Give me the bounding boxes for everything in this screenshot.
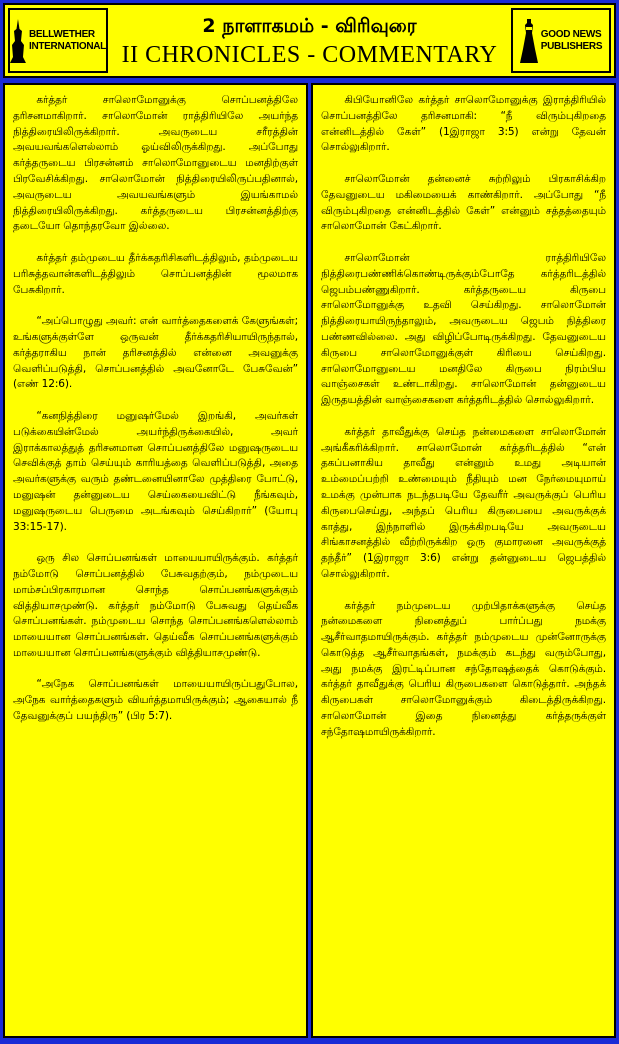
page-title-area — [113, 8, 506, 73]
paragraph: சாலொமோன் தன்னைச் சுற்றிலும் பிரகாசிக்கிற தேவனுடைய மகிமையைக் காண்கிறார். அப்போது “நீ விரும்புகிறதை என்னிடத்தில் கேள்” என்னும் சத்தத்தையும் சாலொமோன் கேட்கிறார். — [321, 172, 606, 233]
tower-icon — [10, 19, 26, 63]
right-column — [311, 83, 616, 1038]
logo-line-2: PUBLISHERS — [540, 40, 603, 52]
logo-line-1: GOOD NEWS — [540, 28, 602, 40]
page-title-tamil: 2 நாளாகமம் - விரிவுரை — [202, 15, 417, 37]
paragraph: ஒரு சில சொப்பனங்கள் மாயையாயிருக்கும். கர்த்தர் நம்மோடு சொப்பனத்தில் பேசுவதற்கும், நம்முடைய மாம்சப்பிரகாரமான சொந்த சொப்பனங்களுக்கும் வித்தியாசமுண்டு. கர்த்தர் நம்மோடு பேசுவது தெய்வீக சொப்பனங்கள். நம்முடைய சொந்த சொப்பனங்களெல்லாம் மாயையான சொப்பனங்கள். தெய்வீக சொப்பனங்களுக்கும் மாயையான சொப்பனங்களுக்கும் வித்தியாசமுண்டு. — [13, 552, 298, 659]
paragraph: கர்த்தர் தாவீதுக்கு செய்த நன்மைகளை சாலொமோன் அங்கீகரிக்கிறார். சாலொமோன் கர்த்தரிடத்தில் “என் தகப்பனாகிய தாவீது என்னும் உமது அடியான் உம்மைப்பற்றி உண்மையும் நீதியும் மன நேர்மையுமாய் உமக்கு முன்பாக நடந்தபடியே தேவரீர் அவருக்குப் பெரிய கிருபைசெய்து, அந்தப் பெரிய கிருபையை அவருக்குக் காத்து, இந்நாளில் இருக்கிறபடியே அவருடைய சிங்காசனத்தில் வீற்றிருக்கிற ஒரு குமாரனை அவருக்குத் தந்தீர்” (1இராஜா 3:6) என்று தன்னுடைய ஜெபத்தில் சொல்லுகிறார். — [321, 425, 606, 580]
logo-line-2: INTERNATIONAL — [28, 40, 106, 52]
bellwether-logo — [8, 8, 108, 73]
paragraph: “கனநித்திரை மனுஷர்மேல் இறங்கி, அவர்கள் படுக்கையின்மேல் அயர்ந்திருக்கையில், அவர் இராக்காலத்துத் தரிசனமான சொப்பனத்திலே மனுஷருடைய செவிக்குத் தாம் செய்யும் காரியத்தை வெளிப்படுத்தி, அதை அவர்களுக்கு வரும் தண்டனையினாலே முத்திரை போட்டு, மனுஷன் தன்னுடைய செய்கையைவிட்டு நீங்கவும், மனுஷருடைய பெருமை அடங்கவும் செய்கிறார்” (யோபு 33:15-17). — [13, 409, 298, 533]
logo-line-1: BELLWETHER — [28, 28, 95, 40]
paragraph: “அநேக சொப்பனங்கள் மாயையாயிருப்பதுபோல, அநேக வார்த்தைகளும் வியர்த்தமாயிருக்கும்; ஆகையால் நீ தேவனுக்குப் பயந்திரு” (பிர 5:7). — [13, 678, 298, 723]
paragraph: கர்த்தர் நம்முடைய முற்பிதாக்களுக்கு செய்த நன்மைகளை நினைத்துப் பார்ப்பது நமக்கு ஆசீர்வாதமாயிருக்கும். கர்த்தர் நம்முடைய முன்னோருக்கு கொடுத்த ஆசீர்வாதங்கள், நமக்கும் கடந்து வரும்போது, அது நமக்கு இரட்டிப்பான சந்தோஷத்தைக் கொடுக்கும். கர்த்தர் தாவீதுக்கு பெரிய கிருபைகளை கொடுத்தார். அந்தக் கிருபைகள் சாலொமோனுக்கும் கிடைத்திருக்கிறது. சாலொமோன் இதை நினைத்து கர்த்தருக்குள் சந்தோஷமாயிருக்கிறார். — [321, 599, 606, 738]
left-column — [3, 83, 308, 1038]
page-title-english: II CHRONICLES - COMMENTARY — [121, 42, 498, 68]
lighthouse-icon — [520, 19, 538, 63]
paragraph: “அப்பொழுது அவர்: என் வார்த்தைகளைக் கேளுங்கள்; உங்களுக்குள்ளே ஒருவன் தீர்க்கதரிசியாயிருந்தால், கர்த்தராகிய நான் தரிசனத்தில் என்னை அவனுக்கு வெளிப்படுத்தி, சொப்பனத்தில் அவனோடே பேசுவேன்” (எண் 12:6). — [13, 315, 298, 391]
good-news-logo-text — [541, 29, 602, 53]
paragraph: கர்த்தர் சாலொமோனுக்கு சொப்பனத்திலே தரிசனமாகிறார். சாலொமோன் ராத்திரியிலே அயர்ந்த நித்திரையிலிருக்கிறார். அவருடைய சரீரத்தின் அவயவங்களெல்லாம் ஓய்விலிருக்கிறது. அப்போது கர்த்தருடைய பிரசன்னம் சாலொமோனுடைய மனதிற்குள் பிரவேசிக்கிறது. சாலொமோன் நித்திரையிலிருப்பதினால், அவருடைய அவயவங்களும் இயங்காமல் நித்திரையிலிருக்கிறது. கர்த்தருடைய பிரசன்னத்திற்கு தடையோ தொந்தரவோ இல்லை. — [13, 94, 298, 233]
bellwether-logo-text — [29, 29, 106, 53]
paragraph: சாலொமோன் ராத்திரியிலே நித்திரைபண்ணிக்கொண்டிருக்கும்போதே கர்த்தரிடத்தில் ஜெபம்பண்ணுகிறார். கர்த்தருடைய கிருபை சாலொமோனுக்கு உதவி செய்கிறது. சாலொமோன் நித்திரையாயிருந்தாலும், அவருடைய ஜெபம் நித்திரை பண்ணவில்லை. அது விழிப்போடிருக்கிறது. தேவனுடைய கிருபை சாலொமோனுக்குள் கிரியை செய்கிறது. சாலொமோனுடைய மனதிலே கிருபை நிரம்பிய வாஞ்சைகள் உண்டாகிறது. சாலொமோன் தன்னுடைய இருதயத்தின் வாஞ்சைகளை கர்த்தரிடத்தில் சொல்லுகிறார். — [321, 251, 606, 407]
paragraph: கிபியோனிலே கர்த்தர் சாலொமோனுக்கு இராத்திரியில் சொப்பனத்திலே தரிசனமாகி: “நீ விரும்புகிறதை என்னிடத்தில் கேள்” (1இராஜா 3:5) என்று தேவன் சொல்லுகிறார். — [321, 94, 606, 154]
paragraph: கர்த்தர் தம்முடைய தீர்க்கதரிசிகளிடத்திலும், தம்முடைய பரிசுத்தவான்களிடத்திலும் சொப்பனத்தின் மூலமாக பேசுகிறார். — [13, 251, 298, 296]
good-news-publishers-logo — [511, 8, 611, 73]
header-banner — [3, 3, 616, 78]
